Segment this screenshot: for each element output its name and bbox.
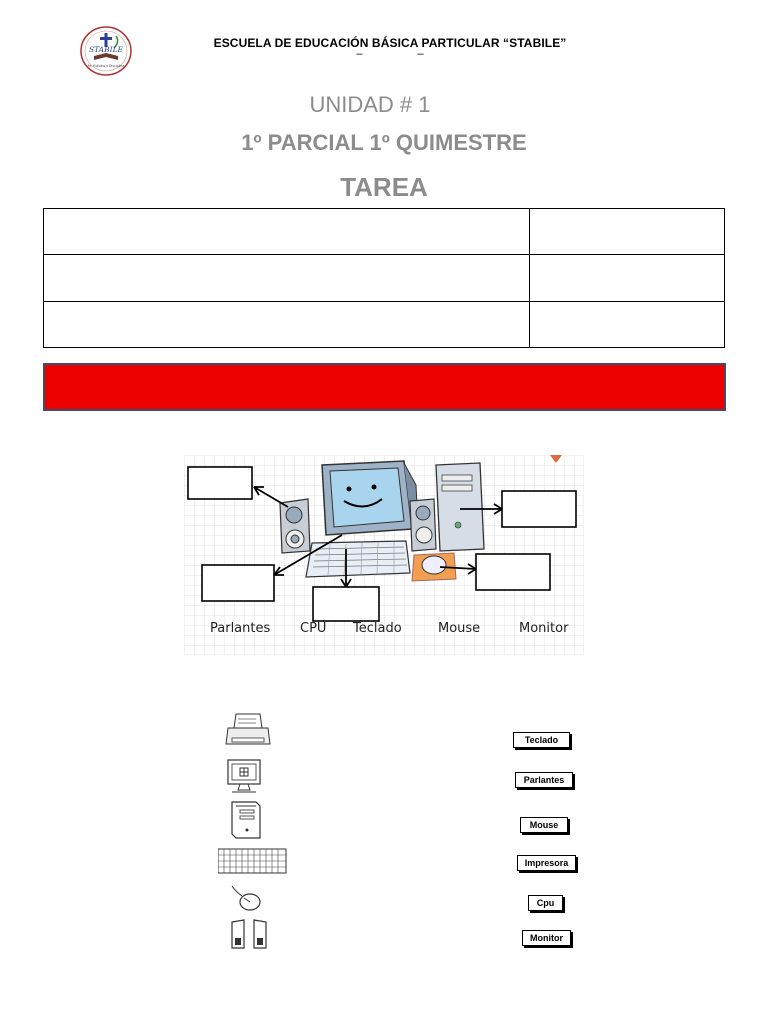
info-row (44, 209, 725, 255)
monitor-icon (218, 758, 288, 798)
info-cell-side[interactable] (530, 255, 725, 301)
mouse-icon (218, 882, 288, 922)
dash-2: – (417, 48, 424, 60)
printer-icon (218, 712, 288, 752)
label-monitor: Monitor (519, 621, 569, 636)
answer-box[interactable] (502, 491, 576, 527)
partial-title: 1º PARCIAL 1º QUIMESTRE (241, 130, 527, 155)
dash-1: – (356, 48, 363, 60)
student-info-table (43, 208, 725, 348)
answer-box[interactable] (476, 554, 550, 590)
label-parlantes: Parlantes (210, 621, 271, 636)
answer-box[interactable] (188, 467, 252, 499)
word-box-cpu[interactable]: Cpu (528, 895, 563, 911)
answer-box[interactable] (313, 587, 379, 621)
word-box-impresora[interactable]: Impresora (517, 855, 576, 871)
cpu-tower-icon (218, 800, 288, 840)
speakers-icon (218, 918, 288, 958)
answer-box[interactable] (202, 565, 274, 601)
info-cell-name[interactable] (44, 255, 530, 301)
school-name: ESCUELA DE EDUCACIÓN BÁSICA PARTICULAR “STABILE” (213, 36, 567, 50)
unit-title: UNIDAD # 1 (309, 92, 431, 117)
left-speaker-drawing (280, 499, 310, 553)
label-teclado: Teclado (353, 621, 402, 636)
computer-parts-illustration (184, 455, 584, 655)
svg-text:Fe, Estudio y Disciplina: Fe, Estudio y Disciplina (87, 64, 125, 68)
instruction-banner (43, 363, 726, 411)
task-title: TAREA (340, 172, 428, 202)
school-logo (80, 26, 132, 76)
label-mouse: Mouse (438, 621, 481, 636)
cpu-tower-drawing (436, 463, 484, 551)
word-box-teclado[interactable]: Teclado (513, 732, 570, 748)
word-box-mouse[interactable]: Mouse (520, 817, 568, 833)
word-box-parlantes[interactable]: Parlantes (515, 772, 573, 788)
word-box-monitor[interactable]: Monitor (522, 930, 571, 946)
header-dashes (160, 48, 620, 60)
info-cell-side[interactable] (530, 301, 725, 347)
info-cell-side[interactable] (530, 209, 725, 255)
info-cell-name[interactable] (44, 209, 530, 255)
keyboard-icon (218, 843, 288, 883)
label-cpu: CPU (300, 621, 327, 636)
info-row (44, 255, 725, 301)
svg-text:STABILE: STABILE (88, 45, 124, 54)
right-speaker-drawing (410, 499, 436, 551)
info-row (44, 301, 725, 347)
info-cell-name[interactable] (44, 301, 530, 347)
monitor-drawing (322, 461, 418, 535)
